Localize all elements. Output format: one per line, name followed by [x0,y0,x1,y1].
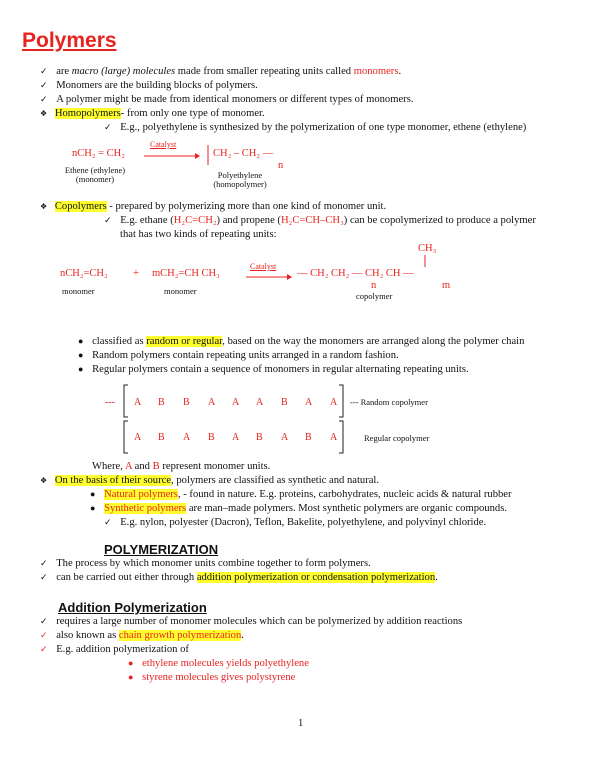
check-icon: ✓ [40,617,48,627]
natural-polymers-item: ● Natural polymers, - found in nature. E.g. proteins, carbohydrates, nucleic acids & natural rubber [90,489,512,500]
regular-unit: B [305,432,312,443]
random-unit: B [183,397,190,408]
regular-bracket-left [120,420,130,454]
source-item: ❖ On the basis of their source, polymers are classified as synthetic and natural. [40,475,380,486]
diamond-bullet-icon: ❖ [40,109,48,118]
random-bracket-right [337,384,347,418]
subscript-m: m [442,280,451,291]
regular-bracket-right [337,420,347,454]
polyethylene-label: Polyethylene (homopolymer) [213,170,267,189]
dot-bullet-icon: ● [90,503,96,513]
random-copolymer-label: --- Random copolymer [350,397,428,407]
ethene-formula: nCH₂ = CH₂ [72,148,125,159]
intro-bullet-2: ✓ Monomers are the building blocks of polymers. [40,80,258,91]
copolymers-example: ✓ E.g. ethane (H₂C=CH₂) and propene (H₂C=CH–CH₃) can be copolymerized to produce a polymer [104,215,536,226]
intro-bullet-1: ✓ are macro (large) molecules made from smaller repeating units called monomers. [40,66,402,77]
check-icon: ✓ [104,518,112,528]
intro-bullet-3: ✓ A polymer might be made from identical monomers or different types of monomers. [40,94,414,105]
page-number: 1 [298,718,304,729]
arrangement-bullet-2: ● Random polymers contain repeating units arranged in a random fashion. [78,350,399,361]
arrangement-bullet-1: ● classified as random or regular, based on the way the monomers are arranged along the polymer chain [78,336,525,347]
dot-bullet-icon: ● [128,672,134,682]
regular-unit: B [158,432,165,443]
polymerization-bullet-2: ✓ can be carried out either through addition polymerization or condensation polymerization. [40,572,438,583]
dot-bullet-icon: ● [90,489,96,499]
subscript-n: n [278,160,284,171]
diamond-bullet-icon: ❖ [40,202,48,211]
check-icon: ✓ [40,67,48,77]
synthetic-examples: ✓ E.g. nylon, polyester (Dacron), Teflon, Bakelite, polyethylene, and polyvinyl chloride. [104,517,487,528]
page-title: Polymers [22,29,117,52]
random-bracket-left [120,384,130,418]
random-unit: A [208,397,216,408]
monomer-label-2: monomer [164,286,197,296]
random-dashes: --- [105,397,115,408]
diamond-bullet-icon: ❖ [40,476,48,485]
catalyst-label: Catalyst [150,140,177,149]
random-unit: A [305,397,313,408]
regular-unit: A [330,432,338,443]
where-note: Where, A and B represent monomer units. [92,461,271,472]
addition-bullet-1: ✓ requires a large number of monomer molecules which can be polymerized by addition reactions [40,616,463,627]
bracket-open [204,144,212,166]
check-icon: ✓ [40,81,48,91]
reaction-arrow [143,152,201,160]
polymerization-bullet-1: ✓ The process by which monomer units combine together to form polymers. [40,558,371,569]
addition-bullet-2: ✓ also known as chain growth polymerization. [40,630,244,641]
regular-unit: A [183,432,191,443]
addition-example-2: ● styrene molecules gives polystyrene [128,672,296,683]
monomer-label-1: monomer [62,286,95,296]
regular-unit: B [208,432,215,443]
polyethylene-formula: CH₂ – CH₂ — [213,148,274,159]
addition-example-1: ● ethylene molecules yields polyethylene [128,658,309,669]
copolymer-label: copolymer [356,291,393,301]
dot-bullet-icon: ● [78,350,84,360]
dot-bullet-icon: ● [78,364,84,374]
addition-heading: Addition Polymerization [58,600,207,615]
copolymers-item: ❖ Copolymers - prepared by polymerizing more than one kind of monomer unit. [40,201,387,212]
dot-bullet-icon: ● [128,658,134,668]
monomer1-formula: nCH₂=CH₂ [60,268,108,279]
reaction-arrow-2 [245,273,293,281]
homopolymers-item: ❖ Homopolymers- from only one type of monomer. [40,108,265,119]
plus-sign: + [133,268,139,279]
random-unit: A [256,397,264,408]
polymerization-heading: POLYMERIZATION [104,542,219,557]
check-icon: ✓ [40,573,48,583]
regular-copolymer-label: Regular copolymer [364,433,430,443]
random-unit: A [330,397,338,408]
regular-unit: A [232,432,240,443]
homopolymers-example: ✓ E.g., polyethylene is synthesized by the polymerization of one type monomer, ethene (ethylene) [104,122,527,133]
copolymer-formula: — CH₂ CH₂ — CH₂ CH — [297,268,414,279]
ch3-group: CH₃ [418,243,437,254]
arrangement-bullet-3: ● Regular polymers contain a sequence of monomers in regular alternating repeating units. [78,364,469,375]
bond-line [423,255,427,267]
dot-bullet-icon: ● [78,336,84,346]
random-unit: B [281,397,288,408]
check-icon: ✓ [104,123,112,133]
ethene-label: Ethene (ethylene) (monomer) [64,165,126,184]
check-icon: ✓ [40,645,48,655]
regular-unit: B [256,432,263,443]
monomer2-formula: mCH₂=CH CH₃ [152,268,220,279]
check-icon: ✓ [40,95,48,105]
random-unit: B [158,397,165,408]
check-icon: ✓ [104,216,112,226]
random-unit: A [134,397,142,408]
copolymers-example-cont: that has two kinds of repeating units: [120,229,277,240]
random-unit: A [232,397,240,408]
check-icon: ✓ [40,559,48,569]
subscript-n-2: n [371,280,377,291]
regular-unit: A [134,432,142,443]
catalyst-label-2: Catalyst [250,262,277,271]
check-icon: ✓ [40,631,48,641]
regular-unit: A [281,432,289,443]
synthetic-polymers-item: ● Synthetic polymers are man–made polymers. Most synthetic polymers are organic compounds. [90,503,507,514]
addition-bullet-3: ✓ E.g. addition polymerization of [40,644,189,655]
